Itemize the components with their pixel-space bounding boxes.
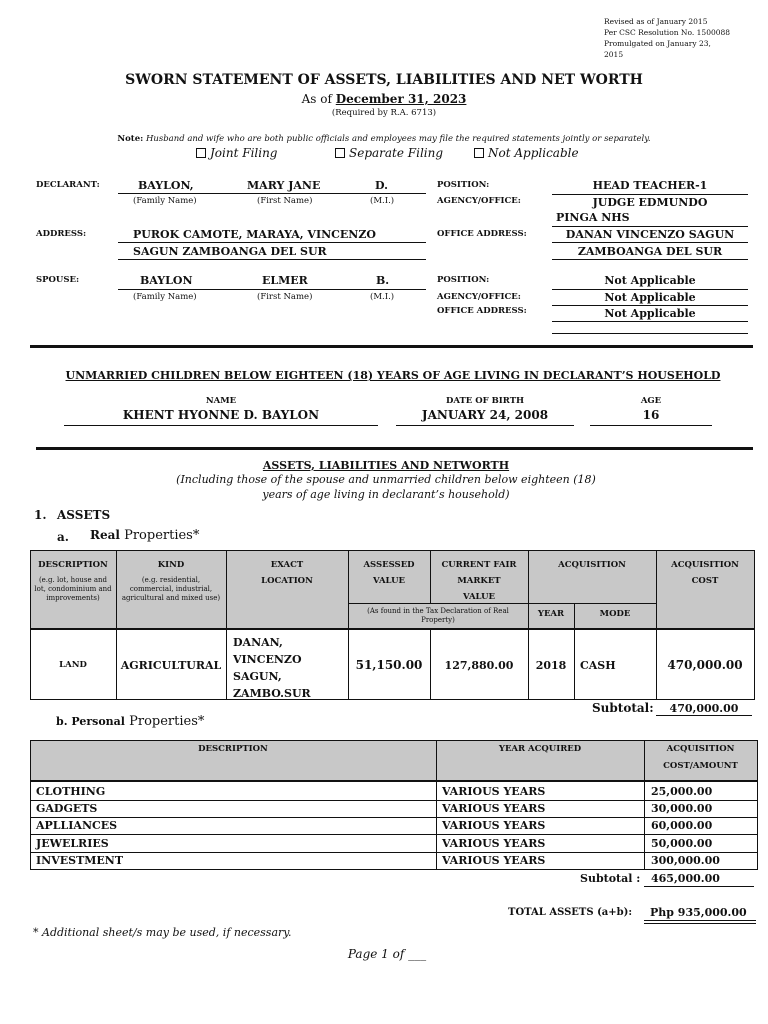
assets-heading: ASSETS, LIABILITIES AND NETWORTH — [262, 459, 510, 472]
table-border — [348, 603, 528, 604]
not-applicable-label: Not Applicable — [488, 146, 579, 160]
col-cost-amount-line2: COST/AMOUNT — [663, 761, 738, 771]
declarant-address-line2: SAGUN ZAMBOANGA DEL SUR — [133, 245, 327, 258]
real-cost-cell: 470,000.00 — [667, 658, 743, 672]
personal-year: VARIOUS YEARS — [442, 819, 546, 832]
table-border — [30, 869, 757, 870]
underline — [552, 305, 748, 306]
personal-cost: 30,000.00 — [651, 802, 713, 815]
underline — [552, 226, 748, 227]
personal-desc: GADGETS — [36, 802, 98, 815]
declarant-first-name: MARY JANE — [247, 179, 321, 192]
col-mode: MODE — [599, 609, 631, 619]
revision-line: Promulgated on January 23, — [604, 39, 711, 48]
col-acq-cost: ACQUISITION — [671, 560, 739, 570]
child-name: KHENT HYONNE D. BAYLON — [122, 408, 320, 422]
spouse-office-address-label: OFFICE ADDRESS: — [437, 306, 527, 316]
not-applicable-option[interactable] — [474, 146, 579, 160]
children-heading: UNMARRIED CHILDREN BELOW EIGHTEEN (18) YEARS OF AGE LIVING IN DECLARANT’S HOUSEHOLD — [65, 369, 721, 382]
spouse-agency-label: AGENCY/OFFICE: — [437, 292, 521, 302]
underline — [552, 321, 748, 322]
location-line: ZAMBO.SUR — [233, 687, 311, 700]
col-cost-amount: ACQUISITION — [666, 744, 735, 754]
first-name-caption: (First Name) — [257, 196, 313, 206]
col-acquisition: ACQUISITION — [558, 560, 626, 570]
child-name-header: NAME — [205, 396, 237, 406]
assets-subheading: (Including those of the spouse and unmarried children below eighteen (18) — [176, 473, 596, 486]
real-subtotal: 470,000.00 — [669, 702, 739, 715]
declarant-office-address-line2: ZAMBOANGA DEL SUR — [577, 245, 723, 258]
table-border — [30, 800, 757, 801]
revision-line: Revised as of January 2015 — [604, 17, 708, 26]
underline — [118, 259, 426, 260]
col-fair-value: CURRENT FAIR — [441, 560, 517, 570]
underline — [118, 193, 426, 194]
col-fair-value-line2: MARKET — [457, 576, 501, 586]
section-divider — [36, 447, 753, 450]
declarant-agency: JUDGE EDMUNDO — [592, 196, 708, 209]
tax-declaration-note: (As found in the Tax Declaration of Real Property) — [367, 607, 509, 624]
declarant-family-name: BAYLON, — [138, 179, 194, 192]
section-divider — [30, 345, 753, 348]
total-assets-label: TOTAL ASSETS (a+b): — [508, 907, 633, 918]
col-location: EXACT — [270, 560, 304, 570]
first-name-caption: (First Name) — [257, 292, 313, 302]
col-assessed: ASSESSED — [363, 560, 415, 570]
additional-sheet-note: * Additional sheet/s may be used, if necessary. — [33, 926, 292, 939]
table-border — [30, 740, 757, 741]
total-assets: Php 935,000.00 — [650, 906, 747, 919]
table-border — [30, 834, 757, 835]
table-border — [436, 740, 437, 870]
declarant-address: PUROK CAMOTE, MARAYA, VINCENZO — [133, 228, 376, 241]
table-border — [757, 740, 758, 870]
col-description: DESCRIPTION — [38, 560, 108, 570]
note-label: Note: — [117, 134, 144, 144]
personal-subtotal-label: Subtotal : — [580, 872, 641, 885]
personal-year: VARIOUS YEARS — [442, 837, 546, 850]
spouse-position-label: POSITION: — [437, 275, 490, 285]
personal-desc: CLOTHING — [36, 785, 106, 798]
underline — [552, 194, 748, 195]
col-personal-desc: DESCRIPTION — [198, 744, 268, 754]
spouse-family-name: BAYLON — [140, 274, 193, 287]
personal-cost: 300,000.00 — [651, 854, 720, 867]
underline — [644, 886, 754, 887]
separate-filing-label: Separate Filing — [349, 146, 444, 160]
declarant-agency-line2: PINGA NHS — [556, 211, 630, 224]
personal-desc: JEWELRIES — [36, 837, 109, 850]
assets-label: ASSETS — [57, 508, 111, 522]
personal-desc: INVESTMENT — [36, 854, 124, 867]
col-kind: KIND — [157, 560, 185, 570]
underline — [552, 259, 748, 260]
spouse-label: SPOUSE: — [36, 275, 80, 285]
underline — [118, 242, 426, 243]
underline — [656, 715, 752, 716]
real-assessed-cell: 51,150.00 — [355, 658, 423, 672]
declarant-position: HEAD TEACHER-1 — [592, 179, 708, 192]
declarant-office-address: DANAN VINCENZO SAGUN — [565, 228, 735, 241]
personal-properties-label — [56, 714, 204, 729]
as-of-date: December 31, 2023 — [335, 92, 467, 106]
as-of-label: As of — [301, 92, 332, 106]
real-desc-cell: LAND — [59, 660, 87, 670]
personal-cost: 50,000.00 — [651, 837, 713, 850]
page-title: SWORN STATEMENT OF ASSETS, LIABILITIES AND NET WORTH — [125, 72, 643, 88]
joint-filing-label: Joint Filing — [210, 146, 278, 160]
personal-text: Properties* — [129, 714, 205, 729]
real-bold: Real — [90, 528, 120, 542]
underline — [396, 425, 574, 426]
location-line: SAGUN, — [233, 670, 282, 683]
spouse-position: Not Applicable — [604, 274, 696, 287]
position-label: POSITION: — [437, 180, 490, 190]
address-label: ADDRESS: — [36, 229, 87, 239]
underline — [590, 425, 712, 426]
declarant-label: DECLARANT: — [36, 180, 100, 190]
real-mode-cell: CASH — [580, 658, 616, 672]
child-dob-header: DATE OF BIRTH — [445, 396, 525, 406]
revision-note — [604, 16, 730, 60]
table-border — [30, 780, 757, 782]
child-age: 16 — [642, 408, 660, 422]
table-border — [226, 550, 227, 700]
location-line: VINCENZO — [233, 653, 302, 666]
underline — [552, 333, 748, 334]
col-year-acquired: YEAR ACQUIRED — [498, 744, 582, 754]
mi-caption: (M.I.) — [370, 292, 395, 302]
table-border — [430, 550, 431, 603]
real-text: Properties* — [124, 528, 200, 543]
table-border — [30, 817, 757, 818]
family-name-caption: (Family Name) — [133, 292, 197, 302]
declarant-mi: D. — [375, 179, 388, 192]
as-of-line — [0, 92, 768, 106]
personal-year: VARIOUS YEARS — [442, 854, 546, 867]
page-number: Page 1 of ___ — [347, 947, 427, 961]
real-kind-cell: AGRICULTURAL — [120, 658, 222, 672]
personal-desc: APLLIANCES — [36, 819, 118, 832]
assets-subheading-line2: years of age living in declarant’s household) — [262, 488, 510, 501]
personal-cost: 60,000.00 — [651, 819, 713, 832]
underline — [552, 289, 748, 290]
col-kind-note: (e.g. residential, commercial, industrial, agricultural and mixed use) — [121, 576, 221, 602]
table-border — [754, 550, 755, 700]
real-subtotal-label: Subtotal: — [592, 701, 654, 715]
agency-label: AGENCY/OFFICE: — [437, 196, 521, 206]
personal-year: VARIOUS YEARS — [442, 785, 546, 798]
checkbox-icon — [196, 148, 206, 158]
child-age-header: AGE — [640, 396, 662, 406]
joint-filing-option[interactable] — [196, 146, 278, 160]
col-location-line2: LOCATION — [261, 576, 313, 586]
col-year: YEAR — [537, 609, 565, 619]
col-assessed-line2: VALUE — [373, 576, 405, 586]
separate-filing-option[interactable] — [335, 146, 443, 160]
personal-year: VARIOUS YEARS — [442, 802, 546, 815]
checkbox-icon — [335, 148, 345, 158]
filing-note — [0, 134, 768, 144]
spouse-first-name: ELMER — [262, 274, 308, 287]
personal-subtotal: 465,000.00 — [651, 872, 720, 885]
col-fair-value-line3: VALUE — [463, 592, 495, 602]
office-address-label: OFFICE ADDRESS: — [437, 229, 527, 239]
underline — [644, 923, 756, 924]
col-description-note: (e.g. lot, house and lot, condominium and improvements) — [34, 576, 112, 602]
underline — [552, 242, 748, 243]
note-text: Husband and wife who are both public officials and employees may file the required statements jointly or separately. — [145, 134, 651, 144]
spouse-mi: B. — [376, 274, 390, 287]
spouse-agency: Not Applicable — [604, 291, 696, 304]
real-letter: a. — [57, 530, 69, 544]
child-dob: JANUARY 24, 2008 — [421, 408, 549, 422]
spouse-office-address: Not Applicable — [604, 307, 696, 320]
col-acq-cost-line2: COST — [691, 576, 719, 586]
real-location-cell — [233, 634, 311, 702]
real-year-cell: 2018 — [535, 658, 567, 672]
checkbox-icon — [474, 148, 484, 158]
personal-cost: 25,000.00 — [651, 785, 713, 798]
table-border — [644, 740, 645, 870]
family-name-caption: (Family Name) — [133, 196, 197, 206]
location-line: DANAN, — [233, 636, 283, 649]
underline — [64, 425, 378, 426]
revision-line: Per CSC Resolution No. 1500088 — [604, 28, 731, 37]
underline — [644, 920, 756, 921]
revision-line: 2015 — [604, 50, 624, 59]
real-fair-cell: 127,880.00 — [444, 658, 514, 672]
assets-number: 1. — [34, 508, 47, 522]
personal-bold: b. Personal — [56, 715, 125, 728]
table-border — [528, 603, 656, 604]
underline — [118, 289, 426, 290]
real-properties-label — [90, 528, 199, 543]
table-border — [30, 550, 754, 551]
mi-caption: (M.I.) — [370, 196, 395, 206]
table-border — [30, 740, 31, 870]
required-note: (Required by R.A. 6713) — [331, 108, 437, 118]
table-border — [30, 852, 757, 853]
